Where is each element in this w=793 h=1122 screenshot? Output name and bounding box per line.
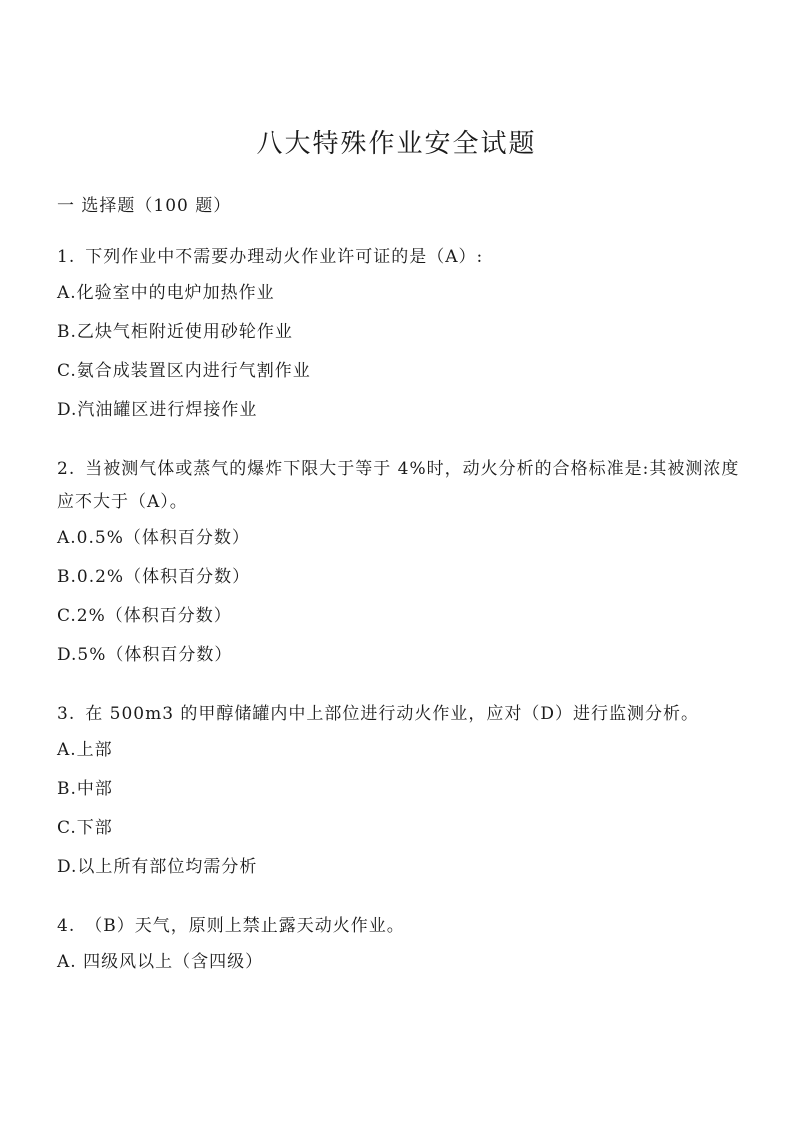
question-stem [57,453,747,519]
section-heading: 一 选择题（100 题） [57,196,232,216]
answer-option: A.上部 [57,740,113,760]
question-list [57,241,747,1005]
answer-option: D.汽油罐区进行焊接作业 [57,400,258,420]
answer-option: C.下部 [57,818,113,838]
answer-option: D.以上所有部位均需分析 [57,857,258,877]
question-text: 当被测气体或蒸气的爆炸下限大于等于 4%时，动火分析的合格标准是:其被测浓度应不大于（A）。 [57,459,740,512]
question-stem [57,910,747,943]
answer-option: B.乙炔气柜附近使用砂轮作业 [57,322,293,342]
question-item [57,453,747,668]
question-number: 4. [57,916,76,936]
question-stem [57,241,747,274]
question-item [57,698,747,880]
question-item [57,910,747,975]
answer-option: A.化验室中的电炉加热作业 [57,283,275,303]
answer-option: B.0.2%（体积百分数） [57,567,251,587]
question-number: 3. [57,704,76,724]
answer-option: A.0.5%（体积百分数） [57,528,250,548]
question-number: 2. [57,459,76,479]
question-text: 在 500m3 的甲醇储罐内中上部位进行动火作业，应对（D）进行监测分析。 [85,704,700,724]
answer-option: C.2%（体积百分数） [57,606,232,626]
question-stem [57,698,747,731]
answer-option: A. 四级风以上（含四级） [57,952,264,972]
answer-option: C.氨合成装置区内进行气割作业 [57,361,311,381]
question-number: 1. [57,247,76,267]
question-item [57,241,747,423]
question-text: 下列作业中不需要办理动火作业许可证的是（A）: [85,247,484,267]
document-title: 八大特殊作业安全试题 [256,129,537,159]
answer-option: B.中部 [57,779,113,799]
answer-option: D.5%（体积百分数） [57,645,233,665]
question-text: （B）天气，原则上禁止露天动火作业。 [85,916,405,936]
